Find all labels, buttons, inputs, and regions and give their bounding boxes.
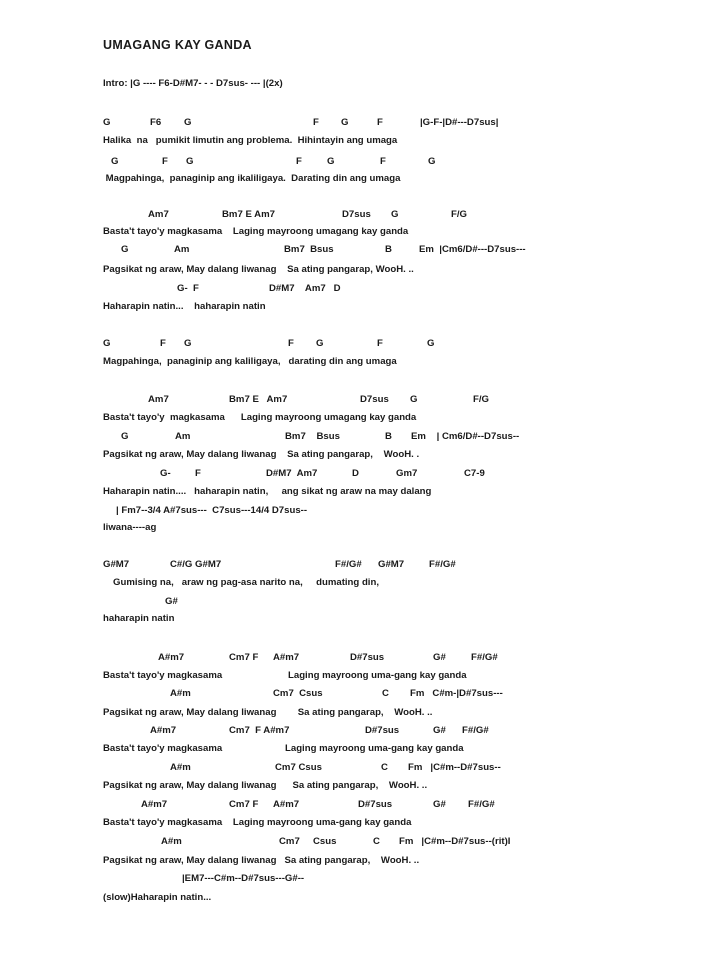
line-text: G bbox=[184, 117, 192, 128]
line-text: D7sus bbox=[342, 209, 371, 220]
line-text: A#m bbox=[170, 762, 191, 773]
line-text: F bbox=[160, 338, 166, 349]
song-title: UMAGANG KAY GANDA bbox=[103, 38, 252, 52]
line-text: Pagsikat ng araw, May dalang liwanag Sa ating pangarap, WooH. . bbox=[103, 449, 420, 460]
line-text: G bbox=[103, 338, 111, 349]
line-text: G bbox=[186, 156, 194, 167]
line-text: Basta't tayo'y magkasama bbox=[103, 670, 223, 681]
line-text: Fm |C#m--D#7sus--(rit)I bbox=[399, 836, 511, 847]
line-text: Gm7 bbox=[396, 468, 418, 479]
line-text: B bbox=[385, 244, 392, 255]
line-text: A#m7 bbox=[158, 652, 185, 663]
line-text: F bbox=[377, 117, 383, 128]
line-text: F#/G# bbox=[335, 559, 362, 570]
line-text: D7sus bbox=[360, 394, 389, 405]
line-text: |G-F-|D#---D7sus| bbox=[420, 117, 499, 128]
line-text: A#m bbox=[161, 836, 182, 847]
line-text: haharapin natin bbox=[103, 613, 175, 624]
line-text: Cm7 bbox=[279, 836, 300, 847]
line-text: Magpahinga, panaginip ang ikaliligaya. Darating din ang umaga bbox=[103, 173, 401, 184]
line-text: D#7sus bbox=[365, 725, 400, 736]
line-text: D#M7 Am7 bbox=[266, 468, 318, 479]
line-text: G bbox=[427, 338, 435, 349]
line-text: F bbox=[377, 338, 383, 349]
line-text: G bbox=[184, 338, 192, 349]
line-text: Csus bbox=[313, 836, 337, 847]
line-text: Basta't tayo'y magkasama Laging mayroong umagang kay ganda bbox=[103, 226, 409, 237]
line-text: Bm7 Bsus bbox=[284, 244, 334, 255]
line-text: | Fm7--3/4 A#7sus--- C7sus---14/4 D7sus-- bbox=[116, 505, 308, 516]
line-text: G# bbox=[433, 725, 446, 736]
line-text: Cm7 F bbox=[229, 799, 259, 810]
line-text: F bbox=[195, 468, 201, 479]
line-text: G# bbox=[433, 652, 446, 663]
line-text: Bm7 E Am7 bbox=[222, 209, 275, 220]
line-text: G bbox=[428, 156, 436, 167]
line-text: F#/G# bbox=[471, 652, 498, 663]
line-text: G bbox=[121, 244, 129, 255]
line-text: G bbox=[121, 431, 129, 442]
line-text: F bbox=[288, 338, 294, 349]
line-text: Pagsikat ng araw, May dalang liwanag Sa ating pangarap, WooH. .. bbox=[103, 855, 420, 866]
line-text: Laging mayroong uma-gang kay ganda bbox=[285, 743, 464, 754]
line-text: Pagsikat ng araw, May dalang liwanag Sa ating pangarap, WooH. .. bbox=[103, 780, 428, 791]
line-text: liwana----ag bbox=[103, 522, 157, 533]
line-text: G bbox=[111, 156, 119, 167]
line-text: A#m7 bbox=[150, 725, 177, 736]
line-text: D#7sus bbox=[350, 652, 385, 663]
line-text: G#M7 bbox=[103, 559, 130, 570]
line-text: Fm C#m-|D#7sus--- bbox=[410, 688, 503, 699]
line-text: F/G bbox=[473, 394, 489, 405]
line-text: F#/G# bbox=[462, 725, 489, 736]
line-text: Cm7 F bbox=[229, 652, 259, 663]
line-text: G# bbox=[165, 596, 178, 607]
line-text: Em |Cm6/D#---D7sus--- bbox=[419, 244, 526, 255]
line-text: Magpahinga, panaginip ang kaliligaya, darating din ang umaga bbox=[103, 356, 397, 367]
line-text: Haharapin natin... haharapin natin bbox=[103, 301, 266, 312]
line-text: A#m bbox=[170, 688, 191, 699]
line-text: Halika na pumikit limutin ang problema. Hihintayin ang umaga bbox=[103, 135, 398, 146]
line-text: Am7 bbox=[148, 209, 169, 220]
line-text: Bm7 E Am7 bbox=[229, 394, 288, 405]
line-text: F bbox=[380, 156, 386, 167]
line-text: Cm7 Csus bbox=[275, 762, 322, 773]
line-text: F#/G# bbox=[468, 799, 495, 810]
line-text: C bbox=[381, 762, 388, 773]
line-text: Fm |C#m--D#7sus-- bbox=[408, 762, 501, 773]
line-text: A#m7 bbox=[141, 799, 168, 810]
line-text: Cm7 Csus bbox=[273, 688, 323, 699]
line-text: G#M7 bbox=[378, 559, 405, 570]
line-text: F bbox=[313, 117, 319, 128]
line-text: |EM7---C#m--D#7sus---G#-- bbox=[182, 873, 305, 884]
line-text: G bbox=[391, 209, 399, 220]
line-text: F bbox=[162, 156, 168, 167]
line-text: C bbox=[373, 836, 380, 847]
line-text: B bbox=[385, 431, 392, 442]
line-text: Haharapin natin.... haharapin natin, ang sikat ng araw na may dalang bbox=[103, 486, 432, 497]
line-text: Basta't tayo'y magkasama Laging mayroong uma-gang kay ganda bbox=[103, 817, 412, 828]
line-text: Laging mayroong uma-gang kay ganda bbox=[288, 670, 467, 681]
line-text: (slow)Haharapin natin... bbox=[103, 892, 212, 903]
line-text: C bbox=[382, 688, 389, 699]
line-text: G bbox=[316, 338, 324, 349]
line-text: Basta't tayo'y magkasama bbox=[103, 743, 223, 754]
line-text: G- bbox=[160, 468, 171, 479]
line-text: F bbox=[296, 156, 302, 167]
line-text: F6 bbox=[150, 117, 162, 128]
line-text: F#/G# bbox=[429, 559, 456, 570]
line-text: Am7 bbox=[148, 394, 169, 405]
line-text: G bbox=[341, 117, 349, 128]
line-text: G bbox=[103, 117, 111, 128]
line-text: C#/G G#M7 bbox=[170, 559, 222, 570]
intro-line: Intro: |G ---- F6-D#M7- - - D7sus- --- |(2x) bbox=[103, 78, 283, 89]
line-text: G bbox=[327, 156, 335, 167]
line-text: G# bbox=[433, 799, 446, 810]
line-text: Pagsikat ng araw, May dalang liwanag Sa ating pangarap, WooH. .. bbox=[103, 264, 414, 275]
line-text: G bbox=[410, 394, 418, 405]
line-text: D#M7 Am7 D bbox=[269, 283, 341, 294]
line-text: D#7sus bbox=[358, 799, 393, 810]
line-text: Pagsikat ng araw, May dalang liwanag Sa ating pangarap, WooH. .. bbox=[103, 707, 433, 718]
line-text: Gumising na, araw ng pag-asa narito na, dumating din, bbox=[113, 577, 379, 588]
line-text: Am bbox=[174, 244, 190, 255]
line-text: G- F bbox=[177, 283, 199, 294]
line-text: D bbox=[352, 468, 359, 479]
line-text: Am bbox=[175, 431, 191, 442]
line-text: Cm7 F A#m7 bbox=[229, 725, 290, 736]
line-text: Basta't tayo'y magkasama Laging mayroong umagang kay ganda bbox=[103, 412, 417, 423]
line-text: F/G bbox=[451, 209, 467, 220]
line-text: A#m7 bbox=[273, 652, 300, 663]
line-text: C7-9 bbox=[464, 468, 485, 479]
line-text: Em | Cm6/D#--D7sus-- bbox=[411, 431, 520, 442]
line-text: A#m7 bbox=[273, 799, 300, 810]
line-text: Bm7 Bsus bbox=[285, 431, 340, 442]
